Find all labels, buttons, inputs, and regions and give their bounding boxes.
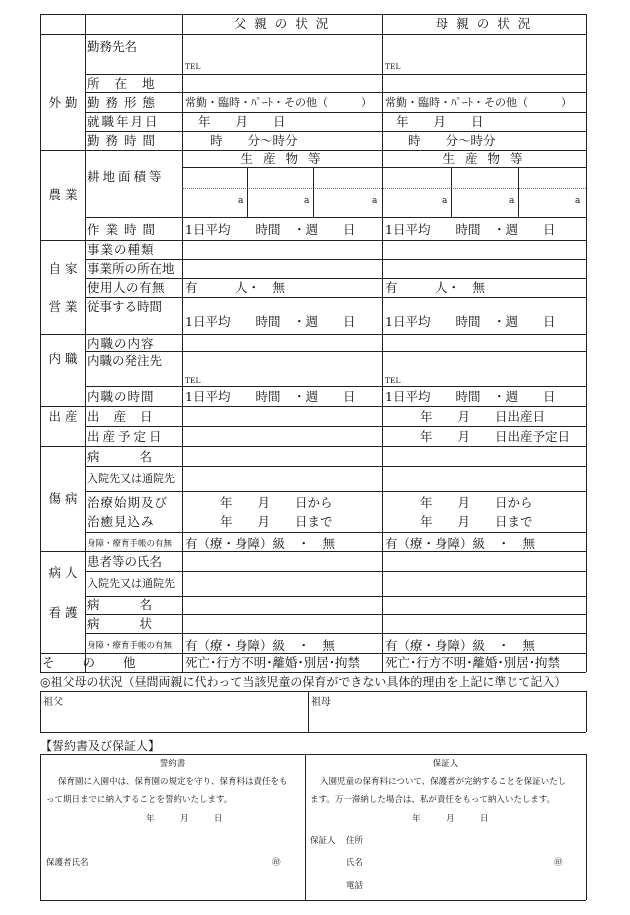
grandparents-title: ◎祖父母の状況（昼間両親に代わって当該児童の保育ができない具体的理由を上記に準じて記入）: [40, 675, 567, 689]
label-side-job-content: 内職の内容: [87, 336, 155, 351]
label-work-hours: 勤務時間: [87, 133, 162, 148]
label-birth-date: 出産日: [87, 409, 167, 424]
mother-farm-daily[interactable]: 1日平均 時間 ・週 日: [385, 222, 556, 237]
group-other: そ の 他: [42, 655, 148, 670]
pledge-title: 誓約書: [159, 759, 186, 769]
label-disease: 病名: [87, 449, 193, 464]
mother-tel: TEL: [385, 62, 401, 71]
guarantor-phone-label: 電話: [346, 881, 364, 891]
father-recovery-until[interactable]: 年 月 日まで: [220, 514, 333, 529]
mother-due-date[interactable]: 年 月 日出産予定日: [420, 429, 571, 444]
mother-employees[interactable]: 有 人・ 無: [385, 280, 486, 295]
label-care-hospital: 入院先又は通院先: [87, 577, 175, 590]
label-care-handbook: 身障・療育手帳の有無: [87, 641, 173, 651]
mother-products: 生 産 物 等: [442, 151, 526, 166]
father-other[interactable]: 死亡･行方不明･離婚･別居･拘禁: [185, 655, 361, 670]
father-handbook[interactable]: 有（療・身障）級 ・ 無: [185, 536, 336, 551]
father-farm-daily[interactable]: 1日平均 時間 ・週 日: [185, 222, 356, 237]
guarantor-title: 保証人: [432, 759, 459, 769]
group-self-business-1: 自 家: [48, 261, 78, 276]
label-hire-date: 就職年月日: [87, 114, 160, 129]
label-side-job-orderer: 内職の発注先: [87, 353, 163, 368]
label-side-job-hours: 内職の時間: [87, 389, 155, 404]
label-employees: 使用人の有無: [87, 280, 166, 295]
grandmother-label: 祖母: [311, 697, 331, 708]
guarantor-date[interactable]: 年 月 日: [412, 814, 489, 824]
label-recovery: 治癒見込み: [87, 514, 155, 529]
father-hire-date[interactable]: 年 月 日: [198, 114, 286, 129]
father-area-unit-2: a: [304, 196, 310, 206]
mother-handbook[interactable]: 有（療・身障）級 ・ 無: [385, 536, 536, 551]
mother-side-job-daily[interactable]: 1日平均 時間 ・週 日: [385, 389, 556, 404]
grandfather-label: 祖父: [43, 697, 63, 708]
group-nursing-2: 看 護: [48, 605, 78, 620]
label-workplace: 勤務先名: [87, 39, 138, 54]
mother-area-unit-1: a: [442, 196, 448, 206]
mother-work-hours[interactable]: 時 分〜時分: [408, 133, 496, 148]
father-header: 父 親 の 状 況: [233, 16, 331, 31]
father-treat-from[interactable]: 年 月 日から: [220, 495, 333, 510]
mother-engaged-daily[interactable]: 1日平均 時間 ・週 日: [385, 314, 556, 329]
group-nursing-1: 病 人: [48, 565, 78, 580]
label-patient-name: 患者等の氏名: [87, 554, 163, 569]
label-hospital: 入院先又は通院先: [87, 472, 175, 485]
label-farm-area: 耕地面積等: [87, 169, 165, 184]
label-business-address: 事業所の所在地: [87, 261, 175, 276]
pledge-signer-label: 保護者氏名: [46, 858, 89, 868]
guarantor-seal-icon: ㊞: [554, 858, 563, 868]
mother-birth-date[interactable]: 年 月 日出産日: [420, 409, 546, 424]
group-side-job: 内 職: [48, 351, 78, 366]
father-side-job-daily[interactable]: 1日平均 時間 ・週 日: [185, 389, 356, 404]
guarantor-address-label: 住所: [346, 836, 364, 846]
guarantor-text-2: ます。万一滞納した場合は、私が責任をもって納入いたします。: [310, 795, 556, 805]
father-side-job-tel: TEL: [185, 376, 201, 385]
label-work-type: 勤務形態: [87, 95, 162, 110]
father-area-unit-1: a: [238, 196, 244, 206]
mother-work-type[interactable]: 常勤・臨時・ﾊﾟｰﾄ・その他（ ）: [385, 96, 572, 109]
father-work-type[interactable]: 常勤・臨時・ﾊﾟｰﾄ・その他（ ）: [185, 96, 372, 109]
mother-header: 母 親 の 状 況: [435, 16, 533, 31]
label-treatment-start: 治療始期及び: [87, 495, 169, 510]
guarantor-name-label: 氏名: [346, 858, 364, 868]
father-care-handbook[interactable]: 有（療・身障）級 ・ 無: [185, 638, 336, 653]
father-tel: TEL: [185, 62, 201, 71]
group-farming: 農 業: [48, 187, 78, 202]
label-handbook: 身障・療育手帳の有無: [87, 539, 173, 549]
label-engaged-hours: 従事する時間: [87, 299, 163, 314]
label-condition: 病状: [87, 616, 193, 631]
mother-hire-date[interactable]: 年 月 日: [396, 114, 484, 129]
label-care-disease: 病名: [87, 597, 193, 612]
group-illness: 傷 病: [48, 491, 78, 506]
father-products: 生 産 物 等: [240, 151, 324, 166]
label-farm-work-hours: 作業時間: [87, 222, 162, 237]
label-location: 所在地: [87, 76, 170, 91]
mother-other[interactable]: 死亡･行方不明･離婚･別居･拘禁: [385, 655, 561, 670]
guarantor-text-1: 入園児童の保育料について、保護者が完納することを保証いたし: [320, 777, 567, 787]
label-due-date: 出産予定日: [87, 429, 165, 444]
pledge-seal-icon: ㊞: [272, 858, 281, 868]
guarantor-role-label: 保証人: [310, 836, 336, 846]
father-engaged-daily[interactable]: 1日平均 時間 ・週 日: [185, 314, 356, 329]
mother-care-handbook[interactable]: 有（療・身障）級 ・ 無: [385, 638, 536, 653]
mother-recovery-until[interactable]: 年 月 日まで: [420, 514, 533, 529]
pledge-text-1: 保育園に入園中は、保育園の規定を守り、保育料は責任をも: [58, 777, 288, 787]
mother-area-unit-3: a: [575, 196, 581, 206]
group-outside-work: 外 勤: [48, 95, 78, 110]
pledge-date[interactable]: 年 月 日: [146, 814, 223, 824]
father-employees[interactable]: 有 人・ 無: [185, 280, 286, 295]
mother-area-unit-2: a: [509, 196, 515, 206]
mother-side-job-tel: TEL: [385, 376, 401, 385]
pledge-section-title: 【誓約書及び保証人】: [40, 739, 161, 753]
label-business-type: 事業の種類: [87, 242, 155, 257]
father-work-hours[interactable]: 時 分〜時分: [210, 133, 298, 148]
group-self-business-2: 営 業: [48, 299, 78, 314]
group-childbirth: 出 産: [48, 409, 78, 424]
pledge-text-2: って期日までに納入することを誓約いたします。: [46, 795, 233, 805]
mother-treat-from[interactable]: 年 月 日から: [420, 495, 533, 510]
father-area-unit-3: a: [372, 196, 378, 206]
